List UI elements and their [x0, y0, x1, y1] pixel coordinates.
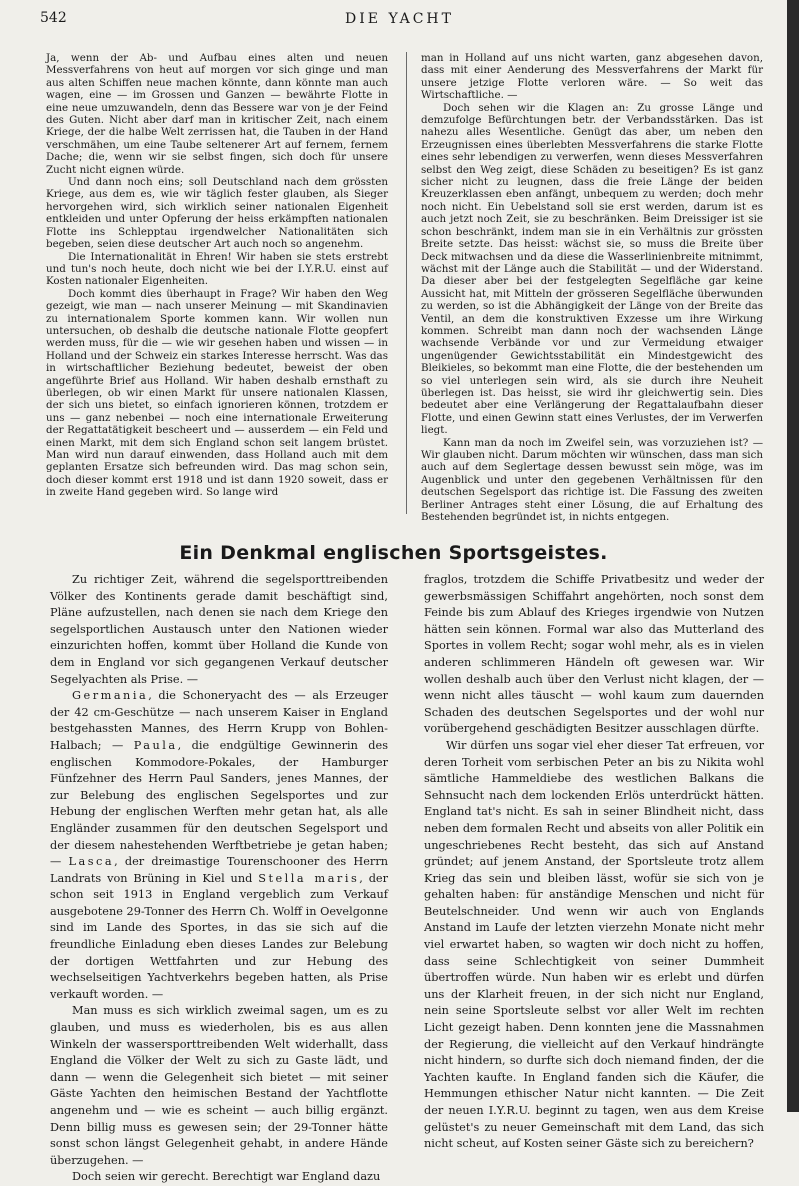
- paragraph: Kann man da noch im Zweifel sein, was vorzuziehen ist? — Wir glauben nicht. Darum möchten wir wünschen, dass man sich auch auf dem Seglertage dessen bewusst sein möge, was im Augenblick und unter den gegebenen Verhältnissen für den deutschen Segelsport das richtige ist. Die Fassung des zweiten Berliner Antrages steht einer Lösung, die auf Erhaltung des Bestehenden begründet ist, in nichts entgegen.: [421, 436, 763, 524]
- paragraph: Die Internationalität in Ehren! Wir haben sie stets erstrebt und tun's noch heute, doch nicht wie bei der I.Y.R.U. einst auf Kosten nationaler Eigenheiten.: [46, 250, 388, 288]
- yacht-name: Paula: [133, 738, 178, 752]
- article-left-column: [50, 572, 389, 1184]
- text-run: , der schon seit 1913 in England vergeblich zum Verkauf ausgebotene 29-Tonner des Herrn Ch. Wolff in Oevelgonne sind im Lande des Sportes, in das sie sich auf die freundliche Einladung eben dieses Landes zur Belebung der dortigen Wettfahrten und zur Hebung des wechselseitigen Yachtverkehrs begeben hatten, als Prise verkauft worden. —: [50, 871, 389, 1001]
- paragraph: Doch sehen wir die Klagen an: Zu grosse Länge und demzufolge Befürchtungen betr. der Verbandsstärken. Das ist nahezu alles Wesentliche. Genügt das aber, um neben den Erzeugnissen eines überlebten Messverfahrens die starke Flotte eines sehr lebendigen zu verwerfen, wenn dieses Messverfahren selbst den Weg zeigt, diese Schäden zu beseitigen? Es ist ganz sicher nicht zu leugnen, dass die freie Länge der beiden Kreuzerklassen eben anfängt, unbequem zu werden; doch mehr noch nicht. Ein Uebelstand soll sie erst werden, darum ist es auch jetzt noch Zeit, sie zu beschränken. Beim Dreissiger ist sie schon beschränkt, indem man sie in ein Verhältnis zur grössten Breite setzte. Das heisst: wächst sie, so muss die Breite über Deck mitwachsen und da diese die Wasserlinienbreite mitnimmt, wächst mit der Länge auch die Stabilität — und der Widerstand. Da dieser aber bei der festgelegten Segelfläche gar keine Aussicht hat, mit Mitteln der grösseren Segelfläche überwunden zu werden, so ist die Abhängigkeit der Länge von der Breite das Ventil, an dem die konstruktiven Exzesse um ihre Wirkung kommen. Schreibt man dann noch der wachsenden Länge wachsende Verbände vor und zur Vermeidung etwaiger ungenügender Gewichtsstabilität ein Mindestgewicht des Bleikieles, so bekommt man eine Flotte, die der bestehenden um so viel unterlegen sein wird, als sie durch ihre Neuheit überlegen ist. Das heisst, sie wird ihr gleichwertig sein. Dies bedeutet aber eine Verlängerung der Regattalaufbahn dieser Flotte, und einen Gewinn statt eines Verlustes, der im Verwerfen liegt.: [421, 101, 763, 437]
- top-right-column: [421, 52, 763, 524]
- yacht-name: Lasca: [68, 855, 115, 869]
- paragraph: Ja, wenn der Ab- und Aufbau eines alten und neuen Messverfahrens von heut auf morgen vor sich ginge und man aus alten Schiffen neue machen könnte, dann könnte man auch wagen, eine — im Grossen und Ganzen — bewährte Flotte in eine neue umzuwandeln, denn das Bessere war von je der Feind des Guten. Nicht aber darf man in kritischer Zeit, nach einem Kriege, der die halbe Welt zerrissen hat, die Tauben in der Hand verschmähen, um eine Taube seltenerer Art auf fernem, fernem Dache; die, wenn wir sie selbst fingen, sich doch für unsere Zucht nicht eignen würde.: [46, 52, 388, 176]
- paragraph: [50, 688, 388, 1003]
- text-run: , der dreimastige Tourenschooner des Herrn Landrats von Brüning in Kiel und: [50, 855, 388, 885]
- paragraph: Wir dürfen uns sogar viel eher dieser Tat erfreuen, vor deren Torheit vom serbischen Peter an bis zu Nikita wohl sämtliche Hammeldiebe des westlichen Balkans die Sehnsucht nach dem lockenden Erlös unterdrückt hätten. England tat's nicht. Es sah in seiner Blindheit nicht, dass neben dem formalen Recht und abseits von aller Politik ein ungeschriebenes Recht besteht, das sich auf Anstand gründet; auf jenem Anstand, der Sportsleute trotz allem Krieg das sein und bleiben lässt, wofür sie sich von je gehalten haben: für anständige Menschen und nicht für Beutelschneider. Und wenn wir auch von Englands Anstand im Laufe der letzten vierzehn Monate nicht mehr viel erwartet haben, so wagten wir doch nicht zu hoffen, dass seine Schlechtigkeit von seiner Dummheit übertroffen würde. Nun haben wir es erlebt und dürfen uns der Klarheit freuen, in der sich nicht nur England, nein seine Sportsleute selbst vor aller Welt im rechten Licht gezeigt haben. Denn konnten jene die Massnahmen der Regierung, die vielleicht auf den Verkauf hindrängte nicht hindern, so durfte sich doch niemand finden, der die Yachten kaufte. In England fanden sich die Käufer, die Hemmungen ethischer Natur nicht kannten. — Die Zeit der neuen I.Y.R.U. beginnt zu tagen, wen aus dem Kreise gelüstet's zu neuer Gemeinschaft mit dem Land, das sich nicht scheut, auf Kosten seiner Gäste sich zu bereichern?: [424, 738, 764, 1151]
- paragraph: man in Holland auf uns nicht warten, ganz abgesehen davon, dass mit einer Aenderung des Messverfahrens der Markt für unsere jetzige Flotte verloren wäre. — So weit das Wirtschaftliche. —: [421, 52, 763, 102]
- yacht-name: Stella maris: [258, 871, 360, 885]
- paragraph: fraglos, trotzdem die Schiffe Privatbesitz und weder der gewerbsmässigen Schiffahrt angehörten, noch sonst dem Feinde bis zum Ablauf des Krieges irgendwie von Nutzen hätten sein können. Formal war also das Mutterland des Sportes in vollem Recht; sogar wohl mehr, als es in vielen anderen schlimmeren Händeln oft gewesen war. Wir wollen deshalb auch über den Verlust nicht klagen, der — wenn nicht alles täuscht — wohl kaum zum dauernden Schaden des deutschen Segelsportes und der wohl nur vorübergehend geschädigten Besitzer ausschlagen dürfte.: [424, 573, 764, 736]
- paragraph: Zu richtiger Zeit, während die segelsporttreibenden Völker des Kontinents gerade damit beschäftigt sind, Pläne aufzustellen, nach denen sie nach dem Kriege den segelsportlichen Austausch unter den Nationen wieder einzurichten hoffen, kommt über Holland die Kunde von dem in England vor sich gegangenen Verkauf deutscher Segelyachten als Prise. —: [50, 573, 388, 686]
- paragraph: Man muss es sich wirklich zweimal sagen, um es zu glauben, und muss es wiederholen, bis es aus allen Winkeln der wassersporttreibenden Welt widerhallt, dass England die Völker der Welt zu sich zu Gaste lädt, und dann — wenn die Gelegenheit sich bietet — mit seiner Gäste Yachten den heimischen Bestand der Yachtflotte angenehm und — wie es scheint — auch billig ergänzt. Denn billig muss es gewesen sein; der 29-Tonner hätte sonst schon längst Gelegenheit gehabt, in andere Hände überzugehen. —: [50, 1004, 388, 1167]
- text-run: , die Schoneryacht des — als Erzeuger der 42 cm-Geschütze — nach unserem Kaiser in England bestgehassten Mannes, des Herrn Krupp von Bohlen-Halbach; —: [50, 689, 388, 752]
- page-number: 542: [40, 10, 67, 26]
- article-title: Ein Denkmal englischen Sportsgeistes.: [179, 542, 608, 564]
- paragraph: Und dann noch eins; soll Deutschland nach dem grössten Kriege, aus dem es, wie wir täglich fester glauben, als Sieger hervorgehen wird, sich wirklich seiner nationalen Eigenheit entkleiden und unter Opferung der heiss erkämpften nationalen Flotte ins Schlepptau irgendwelcher Nationalitäten sich begeben, seien diese deutscher Art auch noch so angenehm.: [46, 176, 388, 251]
- text-run: , die endgültige Gewinnerin des englischen Kommodore-Pokales, der Hamburger Fünfzehner des Herrn Paul Sanders, jenes Mannes, der zur Belebung des englischen Segelsportes und zur Hebung der englischen Werften mehr getan hat, als alle Engländer zusammen für den deutschen Segelsport und der diesem nahestehenden Werftbetriebe je getan haben; —: [50, 738, 388, 869]
- top-left-column: [46, 52, 388, 514]
- paragraph: Doch seien wir gerecht. Berechtigt war England dazu: [72, 1170, 381, 1184]
- column-divider: [406, 52, 407, 514]
- scan-border: [787, 0, 799, 1112]
- article-right-column: [424, 572, 764, 1151]
- yacht-name: Germania: [72, 689, 149, 703]
- paragraph: Doch kommt dies überhaupt in Frage? Wir haben den Weg gezeigt, wie man — nach unserer Meinung — mit Skandinavien zu internationalem Sporte kommen kann. Wir wollen nun untersuchen, ob deshalb die deutsche nationale Flotte geopfert werden muss, für die — wie wir gesehen haben und wissen — in Holland und der Schweiz ein starkes Interesse herrscht. Was das in wirtschaftlicher Beziehung bedeutet, beweist der oben angeführte Brief aus Holland. Wir haben deshalb ernsthaft zu überlegen, ob wir einen Markt für unsere nationalen Klassen, der sich uns bietet, so einfach ignorieren können, trotzdem er uns — ganz nebenbei — noch eine internationale Erweiterung der Regattatätigkeit bescheert und — ausserdem — ein Feld und einen Markt, mit dem sich England schon seit langem brüstet. Man wird nun darauf einwenden, dass Holland auch mit dem geplanten Ersatze sich befreunden wird. Das mag schon sein, doch dieser kommt erst 1918 und ist dann 1920 soweit, dass er in zweite Hand gegeben wird. So lange wird: [46, 287, 388, 499]
- running-title: DIE YACHT: [345, 11, 454, 27]
